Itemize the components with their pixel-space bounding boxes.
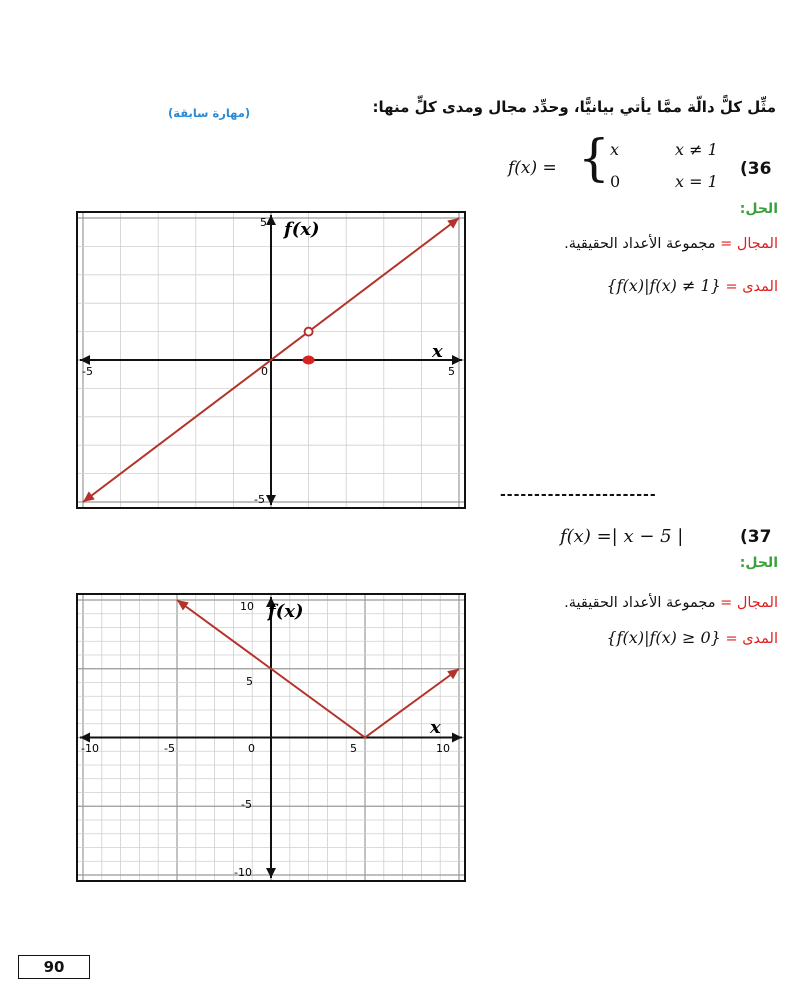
q37-domain-text: مجموعة الأعداد الحقيقية.	[564, 595, 716, 611]
x-axis-arrow-right	[452, 733, 462, 743]
q37-range-label: المدى =	[725, 631, 778, 647]
q37-domain-line	[564, 595, 778, 611]
graph-36	[76, 211, 466, 509]
q36-case2-cond: x = 1	[675, 172, 718, 191]
graph-37-tick-x-5: 5	[350, 742, 357, 755]
graph-36-tick-x-min: -5	[82, 365, 93, 378]
instruction-text: مثِّل كلًّ دالّة ممَّا يأتي بيانيًّا، وحدِّد مجال ومدى كلٍّ منها:	[372, 98, 776, 116]
graph-36-tick-y-min: -5	[254, 493, 265, 506]
q36-brace: {	[578, 129, 610, 187]
series-arrow-start	[177, 600, 189, 611]
open-point	[305, 328, 313, 336]
series-arrow-end	[447, 218, 459, 229]
graph-37-tick-y-5: 5	[246, 675, 253, 688]
q36-range-line	[606, 276, 778, 295]
question-37-number: (37	[740, 527, 772, 547]
graph-37-y-axis-label: f(x)	[268, 601, 304, 622]
graph-37-axes	[80, 597, 462, 878]
graph-36-tick-x-max: 5	[448, 365, 455, 378]
graph-37-tick-y-10: 10	[240, 600, 254, 613]
x-axis-arrow-left	[80, 733, 90, 743]
q36-domain-text: مجموعة الأعداد الحقيقية.	[564, 236, 716, 252]
graph-37-tick-x-n10: -10	[81, 742, 99, 755]
graph-37-tick-origin: 0	[248, 742, 255, 755]
q36-case1-cond: x ≠ 1	[675, 140, 718, 159]
q37-range-text: {f(x)|f(x) ≥ 0}	[606, 628, 721, 647]
y-axis-arrow-down	[266, 495, 276, 505]
q36-solution-label: الحل:	[739, 201, 778, 217]
y-axis-arrow-down	[266, 868, 276, 878]
skill-tag: (مهارة سابقة)	[168, 106, 251, 120]
x-axis-arrow-left	[80, 355, 90, 365]
graph-37	[76, 593, 466, 882]
page-number: 90	[18, 955, 90, 979]
series-arrow-end	[447, 669, 459, 680]
graph-36-tick-y-max: 5	[260, 216, 267, 229]
q36-case1-expr: x	[610, 140, 620, 159]
q37-solution-label: الحل:	[739, 555, 778, 571]
graph-36-y-axis-label: f(x)	[284, 219, 320, 240]
q37-range-line	[606, 628, 778, 647]
y-axis-arrow-up	[266, 215, 276, 225]
question-36-number: (36	[740, 159, 772, 179]
q36-domain-label: المجال =	[720, 236, 778, 252]
q36-lhs: f(x) =	[508, 158, 557, 178]
separator: -----------------------	[500, 487, 657, 503]
graph-36-tick-origin: 0	[261, 365, 268, 378]
x-axis-arrow-right	[452, 355, 462, 365]
graph-37-x-axis-label: x	[430, 717, 441, 738]
graph-37-tick-y-n10: -10	[234, 866, 252, 879]
q36-domain-line	[564, 236, 778, 252]
graph-37-tick-x-10: 10	[436, 742, 450, 755]
series-arrow-start	[83, 491, 95, 502]
q36-range-label: المدى =	[725, 279, 778, 295]
graph-36-x-axis-label: x	[432, 341, 443, 362]
q36-range-text: {f(x)|f(x) ≠ 1}	[606, 276, 721, 295]
q37-domain-label: المجال =	[720, 595, 778, 611]
q36-case2-expr: 0	[610, 172, 621, 191]
graph-37-tick-y-n5: -5	[241, 798, 252, 811]
graph-37-tick-x-n5: -5	[164, 742, 175, 755]
q37-expression: f(x) =| x − 5 |	[560, 526, 684, 547]
closed-point	[303, 356, 315, 365]
